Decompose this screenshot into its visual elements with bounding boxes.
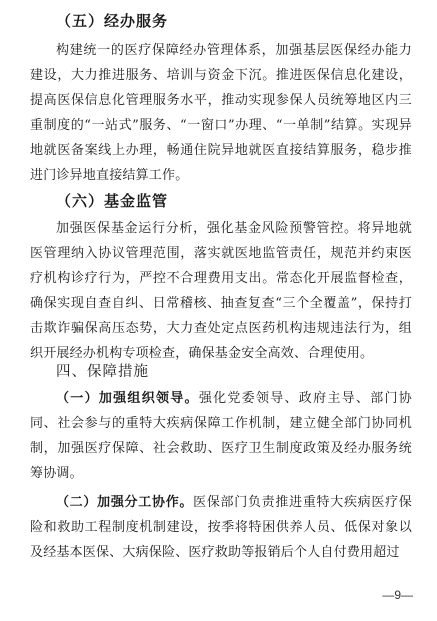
paragraph-lead: （一）加强组织领导。 bbox=[56, 391, 199, 406]
paragraph-body: 医保部门负责推进重特大疾病医疗保险和救助工程制度机制建设，按季将特困供养人员、低保对象以及经基本医保、大病保险、医疗救助等报销后个人自付费用超过 bbox=[30, 495, 412, 560]
heading-text: （六）基金监管 bbox=[56, 192, 169, 210]
paragraph-two bbox=[30, 490, 412, 565]
paragraph-body: 强化党委领导、政府主导、部门协同、社会参与的重特大疾病保障工作机制，建立健全部门协同机制，加强医疗保障、社会救助、医疗卫生制度政策及经办服务统筹协调。 bbox=[30, 391, 412, 481]
paragraph-six bbox=[30, 216, 412, 366]
section-heading-six bbox=[30, 190, 412, 211]
heading-text: （五）经办服务 bbox=[56, 12, 169, 30]
heading-text: 四、保障措施 bbox=[56, 364, 149, 380]
paragraph-lead: （二）加强分工协作。 bbox=[56, 495, 194, 510]
paragraph-one bbox=[30, 386, 412, 486]
section-heading-four bbox=[30, 360, 412, 381]
paragraph-text bbox=[30, 386, 412, 486]
paragraph-five bbox=[30, 38, 412, 188]
page-number: —9— bbox=[382, 588, 413, 602]
paragraph-text bbox=[30, 490, 412, 565]
section-heading-five bbox=[30, 10, 412, 31]
paragraph-text: 构建统一的医疗保障经办管理体系，加强基层医保经办能力建设，大力推进服务、培训与资金下沉。推进医保信息化建设，提高医保信息化管理服务水平，推动实现参保人员统筹地区内三重制度的“一站式”服务、“一窗口”办理、“一单制”结算。实现异地就医备案线上办理，畅通住院异地就医直接结算服务，稳步推进门诊异地直接结算工作。 bbox=[30, 43, 412, 183]
paragraph-text: 加强医保基金运行分析，强化基金风险预警管控。将异地就医管理纳入协议管理范围，落实就医地监管责任，规范并约束医疗机构诊疗行为，严控不合理费用支出。常态化开展监督检查，确保实现自查自纠、日常稽核、抽查复查“三个全覆盖”，保持打击欺诈骗保高压态势，大力查处定点医药机构违规违法行为，组织开展经办机构专项检查，确保基金安全高效、合理使用。 bbox=[30, 221, 412, 361]
